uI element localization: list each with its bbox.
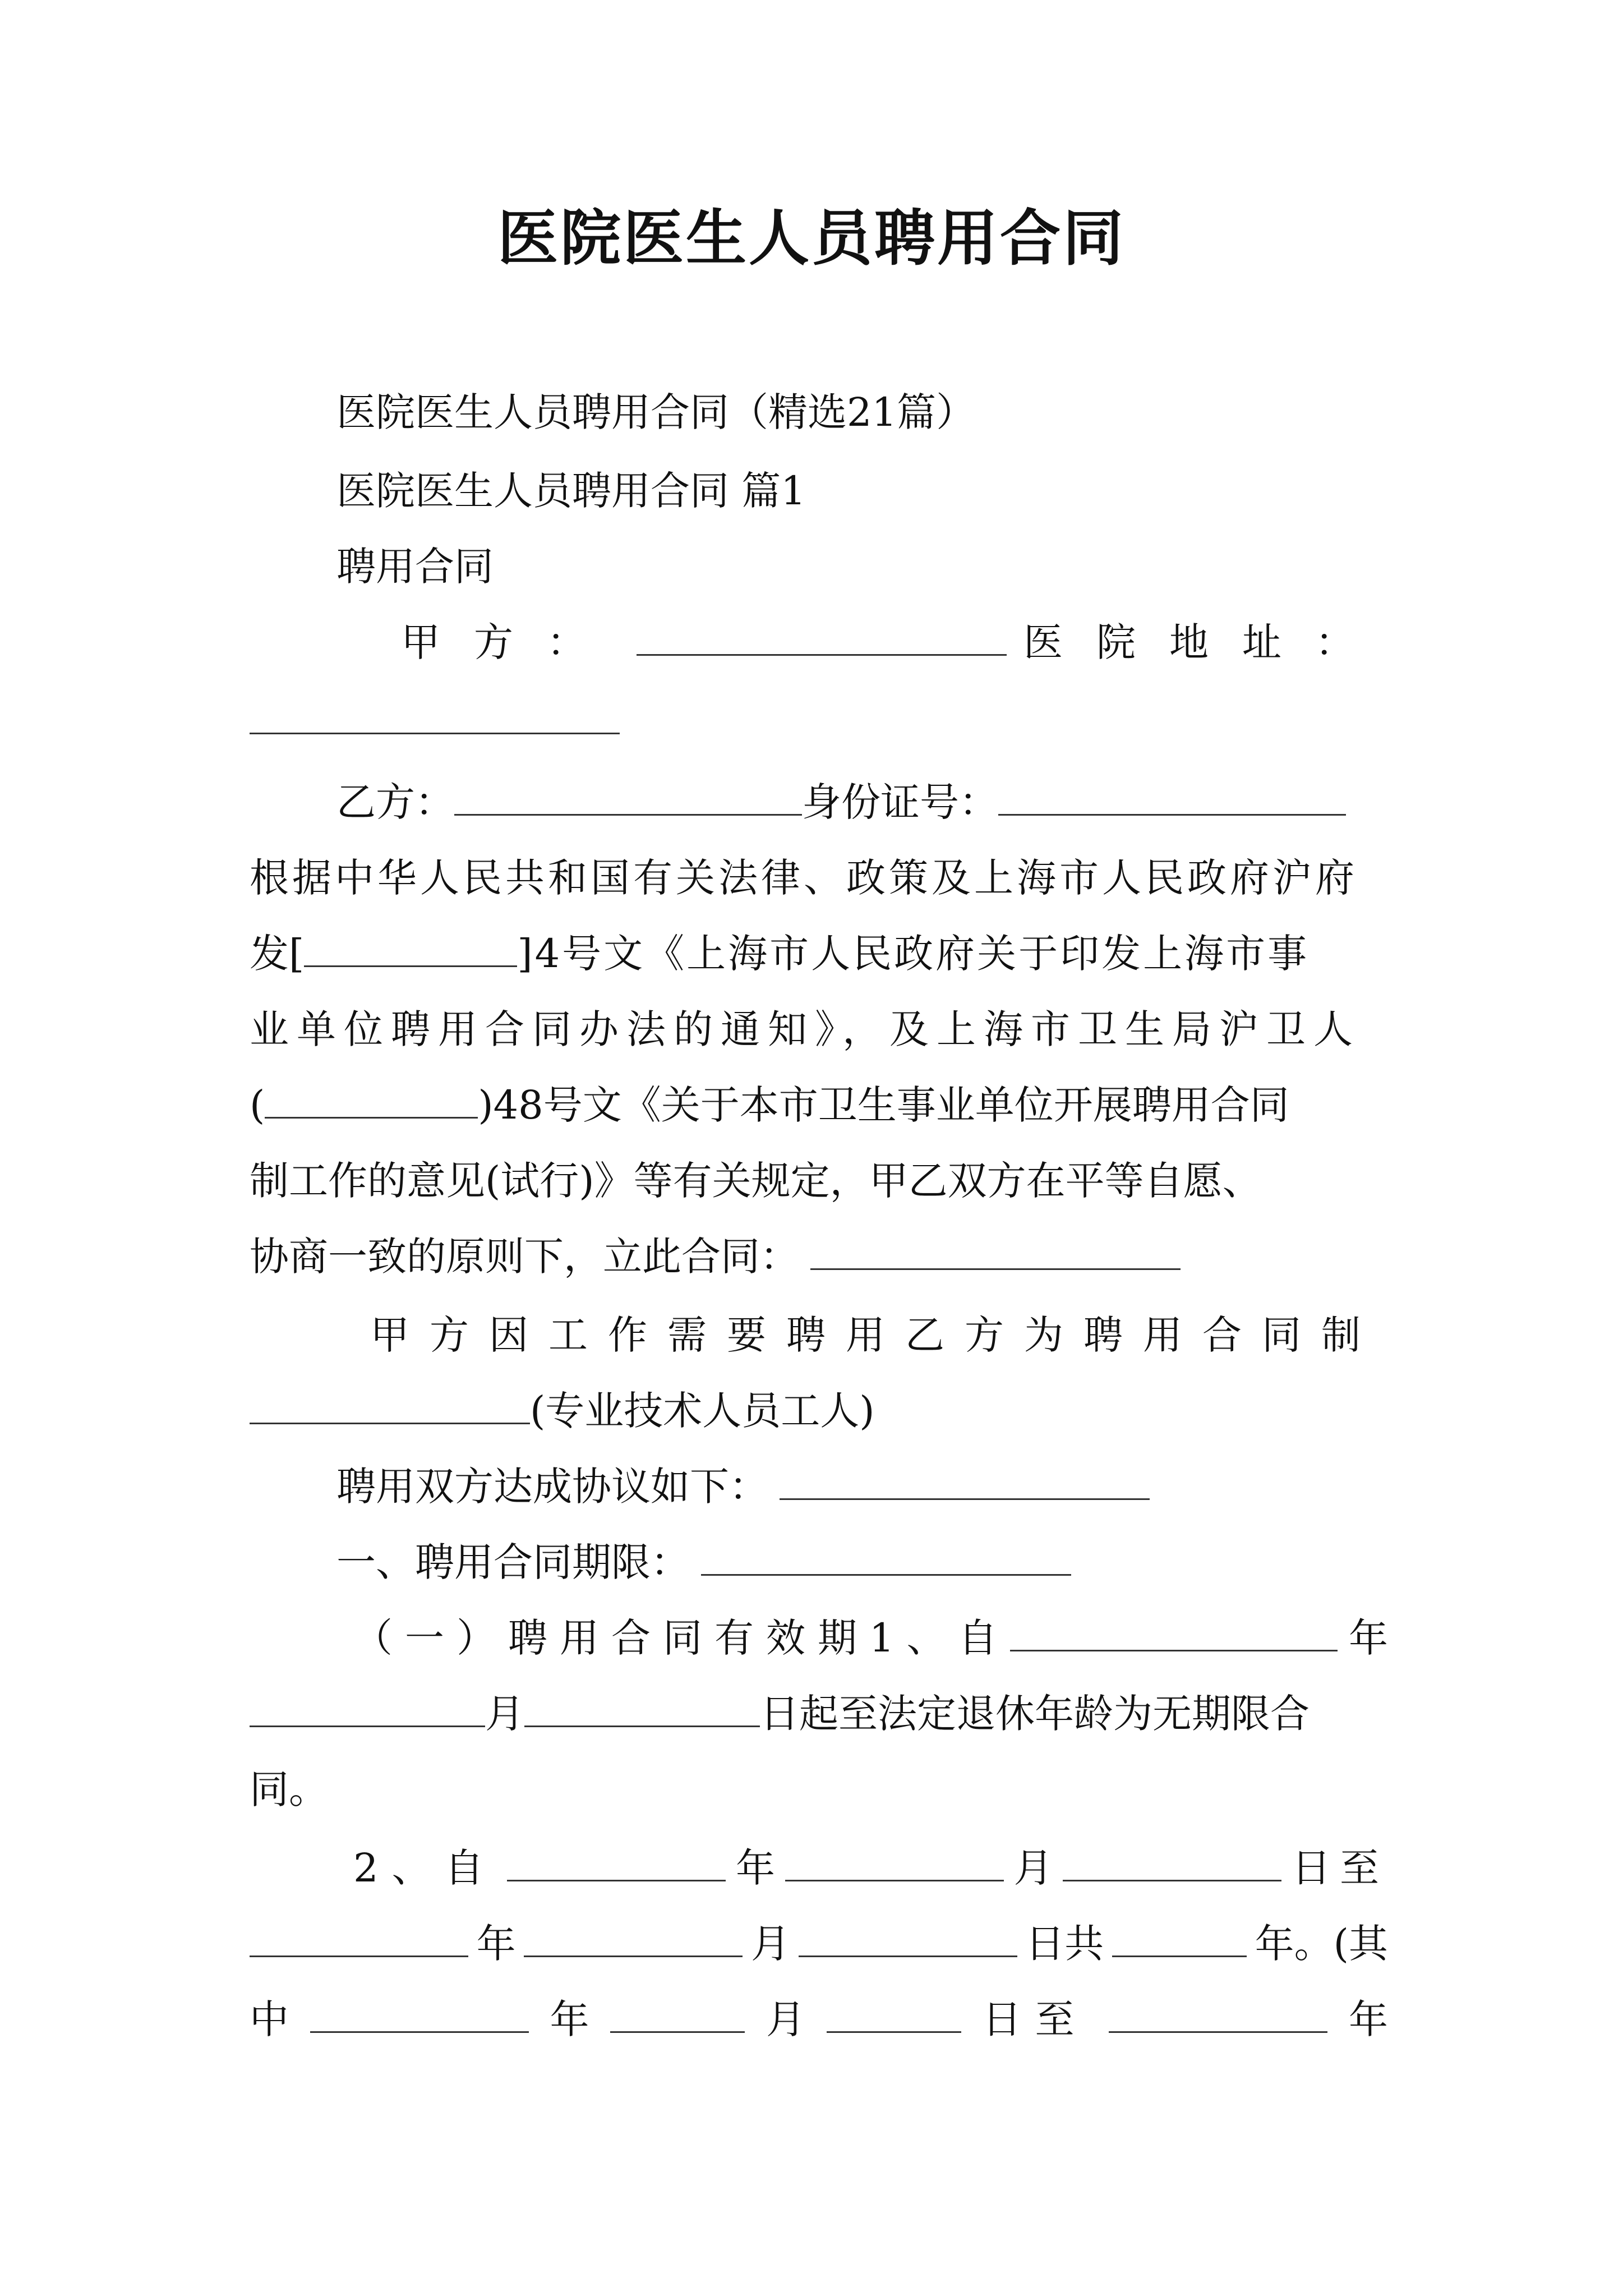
term1-line1-text-b: 年 <box>1349 1615 1388 1661</box>
term2-line2 <box>250 1913 1388 1975</box>
term2-sub-start-year-blank <box>310 1995 529 2033</box>
document-title: 医院医生人员聘用合同 <box>497 203 1126 274</box>
term2-line2-text-d: 年。(其 <box>1255 1921 1388 1967</box>
term1-start-year-blank <box>1010 1614 1338 1651</box>
hospital-address-label: 医院地址： <box>1023 619 1388 665</box>
term2-end-month-blank <box>524 1920 743 1957</box>
term2-end-day-blank <box>799 1920 1017 1957</box>
term2-line1-text-c: 月 <box>1013 1845 1053 1891</box>
term1-start-day-blank <box>524 1690 760 1727</box>
document-subtitle: 医院医生人员聘用合同（精选21篇） <box>336 389 976 435</box>
term2-line2-text-a: 年 <box>476 1921 516 1967</box>
para1-line5: 制工作的意见(试行)》等有关规定，甲乙双方在平等自愿、 <box>250 1158 1262 1204</box>
party-b-label: 乙方： <box>336 779 454 825</box>
agreement-line <box>336 1456 1388 1517</box>
para2-line2-text: (专业技术人员工人) <box>530 1388 875 1434</box>
party-a-line <box>401 611 1388 673</box>
term-heading-line <box>336 1531 1388 1593</box>
agreement-blank <box>780 1462 1150 1500</box>
para1-line1: 根据中华人民共和国有关法律、政策及上海市人民政府沪府 <box>250 855 1358 901</box>
term1-line1-text-a: （一）聘用合同有效期1、自 <box>353 1615 1010 1661</box>
term2-end-year-blank <box>250 1920 468 1957</box>
section-heading: 医院医生人员聘用合同 篇1 <box>336 468 806 514</box>
para1-line6-text: 协商一致的原则下，立此合同： <box>250 1234 799 1280</box>
party-a-label: 甲方： <box>401 619 620 665</box>
term2-line3-text-d: 日至 <box>982 1996 1088 2042</box>
term1-line2 <box>250 1683 1388 1745</box>
term2-line1-text-b: 年 <box>736 1845 776 1891</box>
term2-line1-text-d: 日至 <box>1291 1845 1388 1891</box>
term2-line1 <box>353 1837 1388 1899</box>
term2-line3-text-b: 年 <box>550 1996 589 2042</box>
para2-line1: 甲方因工作需要聘用乙方为聘用合同制 <box>370 1312 1381 1358</box>
contract-heading: 聘用合同 <box>336 544 494 590</box>
position-type-blank <box>250 1387 530 1424</box>
para1-line4-text-a: ( <box>250 1082 265 1128</box>
term-heading-blank <box>701 1538 1071 1576</box>
hospital-address-line <box>250 690 1388 752</box>
term2-start-day-blank <box>1063 1844 1281 1881</box>
para1-line2-text-b: ]4号文《上海市人民政府关于印发上海市事 <box>517 931 1310 977</box>
doc-number-blank-2 <box>265 1081 478 1119</box>
term2-line3-text-c: 月 <box>766 1996 805 2042</box>
hospital-address-blank <box>250 697 620 734</box>
term2-sub-end-year-blank <box>1109 1995 1327 2033</box>
id-number-blank <box>998 778 1346 816</box>
term2-sub-start-month-blank <box>610 1995 745 2033</box>
para1-line6 <box>250 1226 1388 1287</box>
agreement-text: 聘用双方达成协议如下： <box>336 1464 768 1510</box>
term2-line1-text-a: 2、自 <box>353 1845 497 1891</box>
term2-total-years-blank <box>1112 1920 1247 1957</box>
term2-line3 <box>250 1989 1388 2050</box>
term2-start-year-blank <box>507 1844 726 1881</box>
para1-line4-text-b: )48号文《关于本市卫生事业单位开展聘用合同 <box>478 1082 1289 1128</box>
term2-line3-text-e: 年 <box>1349 1996 1388 2042</box>
term2-line3-text-a: 中 <box>250 1996 289 2042</box>
para2-line2 <box>250 1380 1388 1442</box>
party-b-blank <box>454 778 802 816</box>
term2-sub-start-day-blank <box>827 1995 961 2033</box>
party-a-blank <box>637 618 1007 656</box>
term1-line2-text-b: 日起至法定退休年龄为无期限合 <box>760 1691 1310 1737</box>
para1-line3: 业单位聘用合同办法的通知》，及上海市卫生局沪卫人 <box>250 1006 1361 1052</box>
term1-line1 <box>353 1607 1388 1669</box>
party-b-line <box>336 771 1388 833</box>
doc-number-blank-1 <box>304 930 517 967</box>
para1-line2 <box>250 923 1388 984</box>
id-number-label: 身份证号： <box>802 779 998 825</box>
term-heading: 一、聘用合同期限： <box>336 1539 690 1585</box>
para1-line6-blank <box>810 1232 1181 1270</box>
term1-line2-text-a: 月 <box>485 1691 524 1737</box>
term2-start-month-blank <box>785 1844 1004 1881</box>
term1-line3: 同。 <box>250 1766 328 1812</box>
para1-line2-text-a: 发[ <box>250 931 305 977</box>
term2-line2-text-b: 月 <box>750 1921 790 1967</box>
term1-start-month-blank <box>250 1690 485 1727</box>
para1-line4 <box>250 1074 1388 1136</box>
term2-line2-text-c: 日共 <box>1025 1921 1104 1967</box>
